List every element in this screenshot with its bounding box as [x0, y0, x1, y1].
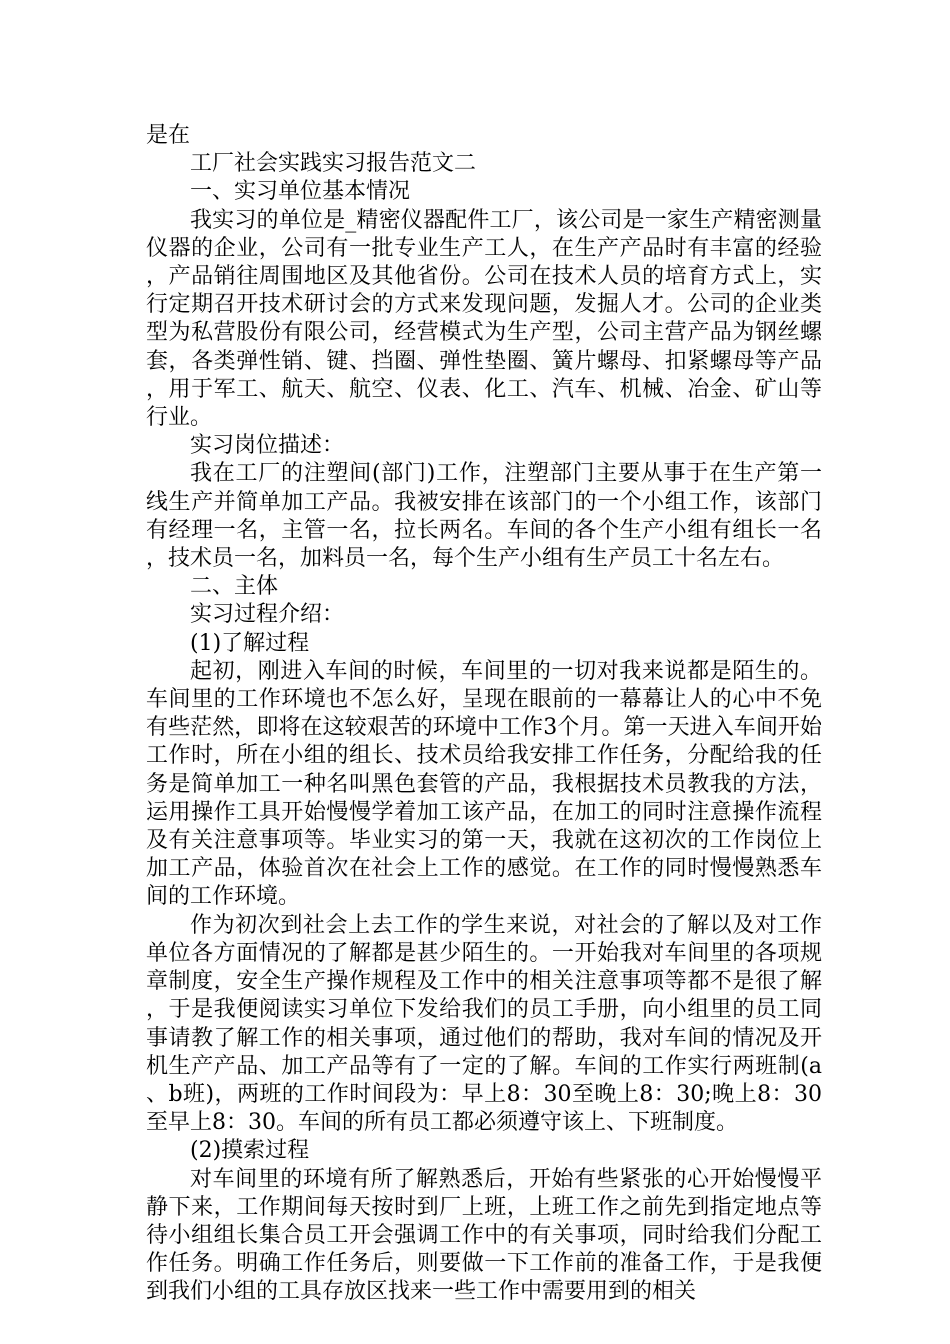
- subheading-exploration-process: (2)摸索过程: [190, 1138, 310, 1164]
- subheading-internship-process: 实习过程介绍：: [190, 602, 345, 628]
- document-page: [146, 122, 822, 1307]
- continuation-text: 是在: [146, 123, 191, 148]
- section-heading-main-body: 二、主体: [190, 574, 279, 600]
- paragraph-exploration: 对车间里的环境有所了解熟悉后，开始有些紧张的心开始慢慢平静下来，工作期间每天按时到厂上班，上班工作之前先到指定地点等待小组组长集合员工开会强调工作中的有关事项，同时给我们分配工作任务。明确工作任务后，则要做一下工作前的准备工作，于是我便到我们小组的工具存放区找来一些工作中需要用到的相关: [146, 1166, 822, 1305]
- section-heading-company-overview: 一、实习单位基本情况: [190, 179, 411, 205]
- document-title: 工厂社会实践实习报告范文二: [190, 151, 477, 177]
- paragraph-first-day: 起初，刚进入车间的时候，车间里的一切对我来说都是陌生的。车间里的工作环境也不怎么好，呈现在眼前的一幕幕让人的心中不免有些茫然，即将在这较艰苦的环境中工作3个月。第一天进入车间开始工作时，所在小组的组长、技术员给我安排工作任务，分配给我的任务是简单加工一种名叫黑色套管的产品，我根据技术员教我的方法，运用操作工具开始慢慢学着加工该产品，在加工的同时注意操作流程及有关注意事项等。毕业实习的第一天，我就在这初次的工作岗位上加工产品，体验首次在社会上工作的感觉。在工作的同时慢慢熟悉车间的工作环境。: [146, 658, 822, 910]
- paragraph-learning-rules: 作为初次到社会上去工作的学生来说，对社会的了解以及对工作单位各方面情况的了解都是甚少陌生的。一开始我对车间里的各项规章制度，安全生产操作规程及工作中的相关注意事项等都不是很了解，于是我便阅读实习单位下发给我们的员工手册，向小组里的员工同事请教了解工作的相关事项，通过他们的帮助，我对车间的情况及开机生产产品、加工产品等有了一定的了解。车间的工作实行两班制(a、b班)，两班的工作时间段为：早上8：30至晚上8：30;晚上8：30至早上8：30。车间的所有员工都必须遵守该上、下班制度。: [146, 912, 822, 1136]
- paragraph-position-description: 我在工厂的注塑间(部门)工作，注塑部门主要从事于在生产第一线生产并简单加工产品。我被安排在该部门的一个小组工作，该部门有经理一名，主管一名，拉长两名。车间的各个生产小组有组长一名，技术员一名，加料员一名，每个生产小组有生产员工十名左右。: [146, 461, 822, 572]
- subheading-position-description: 实习岗位描述：: [190, 433, 345, 459]
- paragraph-company-description: 我实习的单位是_精密仪器配件工厂，该公司是一家生产精密测量仪器的企业，公司有一批专业生产工人，在生产产品时有丰富的经验，产品销往周围地区及其他省份。公司在技术人员的培育方式上，实行定期召开技术研讨会的方式来发现问题，发掘人才。公司的企业类型为私营股份有限公司，经营模式为生产型，公司主营产品为钢丝螺套，各类弹性销、键、挡圈、弹性垫圈、簧片螺母、扣紧螺母等产品，用于军工、航天、航空、仪表、化工、汽车、机械、冶金、矿山等行业。: [146, 207, 822, 431]
- subheading-understanding-process: (1)了解过程: [190, 630, 310, 656]
